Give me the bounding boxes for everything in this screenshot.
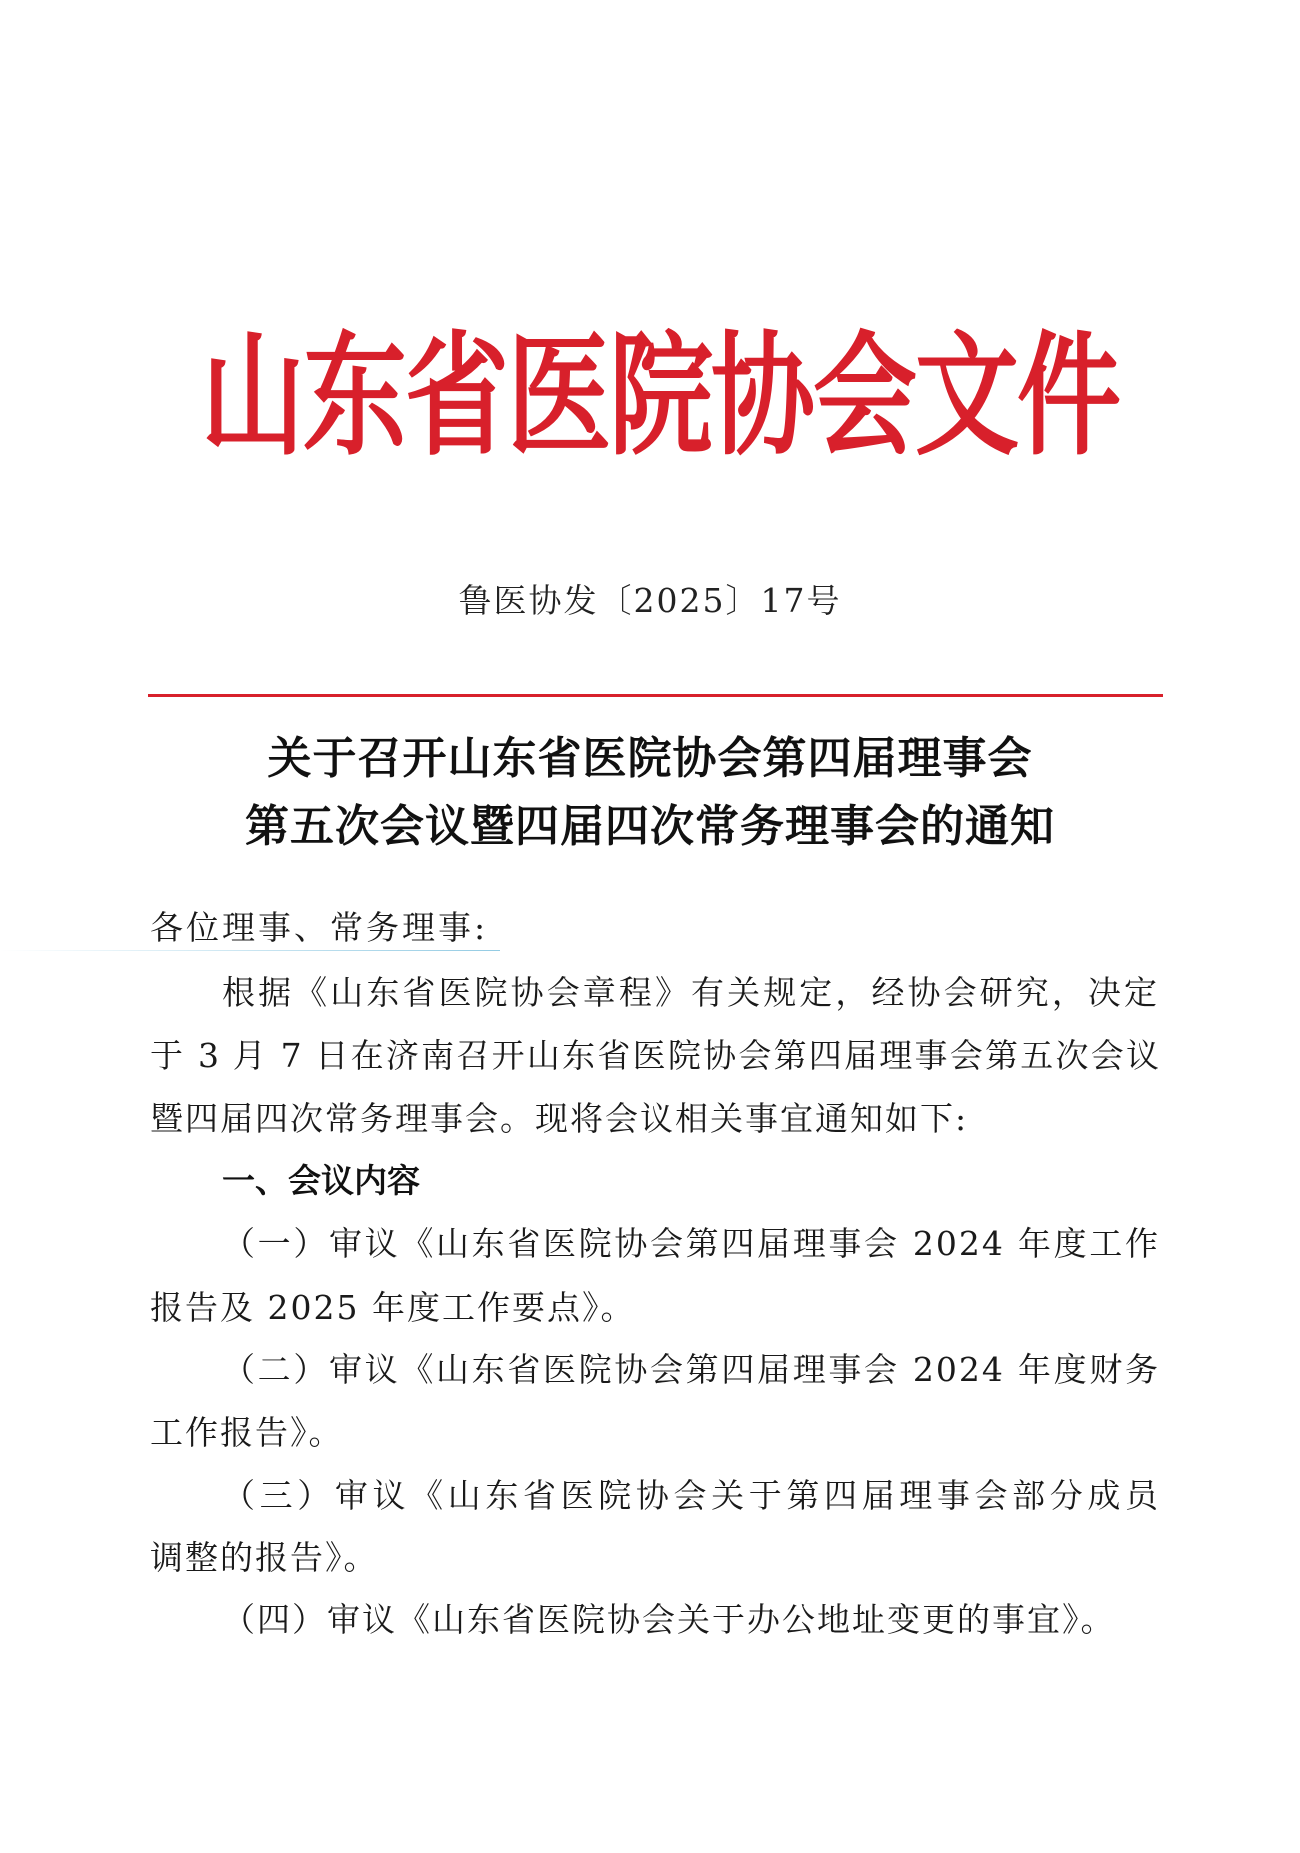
masthead-title: 山东省医院协会文件 (200, 316, 1119, 475)
intro-line-1: 根据《山东省医院协会章程》有关规定，经协会研究，决定 (222, 973, 1160, 1012)
item-2-line-2: 工作报告》。 (150, 1413, 344, 1452)
red-separator-rule (148, 694, 1163, 697)
item-2-line-1: （二）审议《山东省医院协会第四届理事会 2024 年度财务 (222, 1350, 1160, 1389)
intro-line-3: 暨四届四次常务理事会。现将会议相关事宜通知如下: (150, 1099, 969, 1138)
item-1-line-1: （一）审议《山东省医院协会第四届理事会 2024 年度工作 (222, 1224, 1160, 1263)
document-number: 鲁医协发〔2025〕17号 (458, 581, 842, 620)
notice-title-line-2: 第五次会议暨四届四次常务理事会的通知 (245, 801, 1055, 852)
item-4-line-1: （四）审议《山东省医院协会关于办公地址变更的事宜》。 (222, 1600, 1116, 1639)
intro-line-2: 于 3 月 7 日在济南召开山东省医院协会第四届理事会第五次会议 (150, 1036, 1160, 1075)
notice-title-line-1: 关于召开山东省医院协会第四届理事会 (267, 733, 1033, 784)
item-1-line-2: 报告及 2025 年度工作要点》。 (150, 1288, 636, 1327)
salutation: 各位理事、常务理事: (150, 908, 489, 947)
item-3-line-1: （三）审议《山东省医院协会关于第四届理事会部分成员 (222, 1476, 1160, 1515)
section-heading-meeting-content: 一、会议内容 (222, 1161, 420, 1200)
item-3-line-2: 调整的报告》。 (150, 1538, 379, 1577)
scan-artifact-line (0, 950, 500, 951)
